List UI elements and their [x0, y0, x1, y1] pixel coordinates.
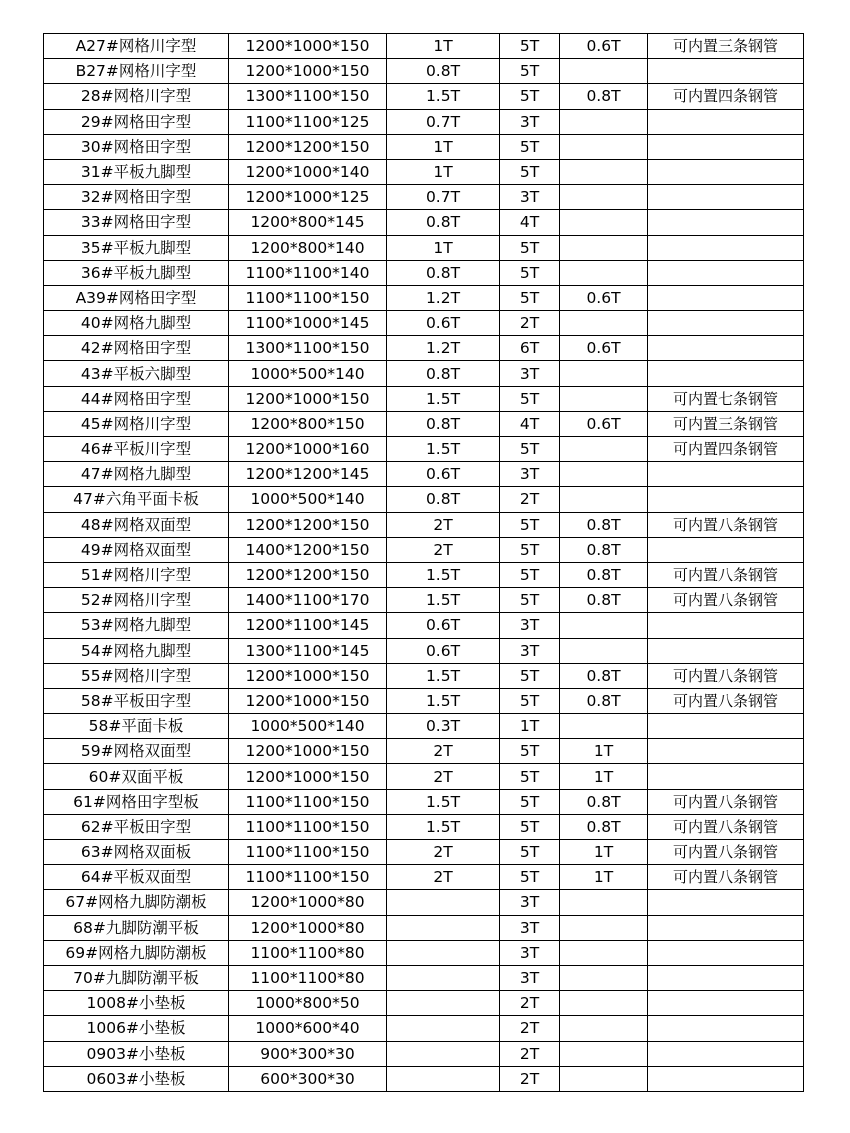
table-row	[44, 109, 804, 134]
rack-load-cell	[560, 185, 648, 210]
size-cell: 1100*1100*150	[229, 285, 387, 310]
static-load-cell: 5T	[500, 663, 560, 688]
model-cell: 55#网格川字型	[44, 663, 229, 688]
model-cell: 62#平板田字型	[44, 814, 229, 839]
model-cell: 0603#小垫板	[44, 1066, 229, 1091]
static-load-cell: 5T	[500, 840, 560, 865]
size-cell: 1200*1100*145	[229, 613, 387, 638]
table-row	[44, 386, 804, 411]
static-load-cell: 3T	[500, 185, 560, 210]
table-row	[44, 588, 804, 613]
rack-load-cell	[560, 134, 648, 159]
table-row	[44, 965, 804, 990]
pallet-spec-table	[43, 33, 804, 1092]
model-cell: 59#网格双面型	[44, 739, 229, 764]
size-cell: 1200*1200*150	[229, 134, 387, 159]
size-cell: 1200*1000*150	[229, 386, 387, 411]
size-cell: 1200*1000*150	[229, 739, 387, 764]
rack-load-cell	[560, 235, 648, 260]
size-cell: 1100*1100*125	[229, 109, 387, 134]
static-load-cell: 3T	[500, 361, 560, 386]
table-row	[44, 487, 804, 512]
size-cell: 1100*1100*80	[229, 940, 387, 965]
size-cell: 1100*1100*140	[229, 260, 387, 285]
static-load-cell: 5T	[500, 688, 560, 713]
static-load-cell: 5T	[500, 437, 560, 462]
rack-load-cell	[560, 361, 648, 386]
size-cell: 1200*1000*160	[229, 437, 387, 462]
model-cell: A39#网格田字型	[44, 285, 229, 310]
rack-load-cell: 0.8T	[560, 789, 648, 814]
size-cell: 1100*1100*150	[229, 789, 387, 814]
dynamic-load-cell: 2T	[387, 739, 500, 764]
table-row	[44, 814, 804, 839]
model-cell: 51#网格川字型	[44, 562, 229, 587]
table-row	[44, 285, 804, 310]
rack-load-cell: 0.6T	[560, 34, 648, 59]
note-cell: 可内置三条钢管	[648, 411, 804, 436]
note-cell: 可内置四条钢管	[648, 84, 804, 109]
dynamic-load-cell: 1.2T	[387, 285, 500, 310]
rack-load-cell	[560, 386, 648, 411]
model-cell: 45#网格川字型	[44, 411, 229, 436]
static-load-cell: 4T	[500, 411, 560, 436]
table-row	[44, 159, 804, 184]
model-cell: 47#六角平面卡板	[44, 487, 229, 512]
note-cell	[648, 285, 804, 310]
note-cell: 可内置八条钢管	[648, 512, 804, 537]
static-load-cell: 5T	[500, 134, 560, 159]
note-cell	[648, 311, 804, 336]
static-load-cell: 5T	[500, 260, 560, 285]
note-cell: 可内置七条钢管	[648, 386, 804, 411]
rack-load-cell: 0.8T	[560, 663, 648, 688]
rack-load-cell: 0.8T	[560, 562, 648, 587]
model-cell: 33#网格田字型	[44, 210, 229, 235]
note-cell: 可内置八条钢管	[648, 688, 804, 713]
model-cell: 61#网格田字型板	[44, 789, 229, 814]
static-load-cell: 3T	[500, 890, 560, 915]
model-cell: 63#网格双面板	[44, 840, 229, 865]
static-load-cell: 5T	[500, 512, 560, 537]
dynamic-load-cell: 2T	[387, 865, 500, 890]
static-load-cell: 5T	[500, 386, 560, 411]
static-load-cell: 5T	[500, 235, 560, 260]
rack-load-cell: 1T	[560, 865, 648, 890]
size-cell: 1200*1000*150	[229, 764, 387, 789]
model-cell: 70#九脚防潮平板	[44, 965, 229, 990]
dynamic-load-cell: 1.5T	[387, 814, 500, 839]
table-row	[44, 411, 804, 436]
table-row	[44, 336, 804, 361]
table-row	[44, 1016, 804, 1041]
dynamic-load-cell: 0.6T	[387, 311, 500, 336]
model-cell: 42#网格田字型	[44, 336, 229, 361]
note-cell	[648, 764, 804, 789]
rack-load-cell	[560, 437, 648, 462]
note-cell	[648, 537, 804, 562]
table-row	[44, 361, 804, 386]
dynamic-load-cell: 1T	[387, 34, 500, 59]
model-cell: 36#平板九脚型	[44, 260, 229, 285]
model-cell: 29#网格田字型	[44, 109, 229, 134]
size-cell: 1200*800*150	[229, 411, 387, 436]
note-cell: 可内置四条钢管	[648, 437, 804, 462]
rack-load-cell	[560, 462, 648, 487]
static-load-cell: 2T	[500, 1041, 560, 1066]
rack-load-cell	[560, 940, 648, 965]
size-cell: 1100*1100*80	[229, 965, 387, 990]
note-cell	[648, 134, 804, 159]
table-row	[44, 940, 804, 965]
dynamic-load-cell: 0.8T	[387, 411, 500, 436]
table-row	[44, 59, 804, 84]
model-cell: 67#网格九脚防潮板	[44, 890, 229, 915]
model-cell: 35#平板九脚型	[44, 235, 229, 260]
table-row	[44, 1066, 804, 1091]
size-cell: 1300*1100*145	[229, 638, 387, 663]
note-cell: 可内置八条钢管	[648, 814, 804, 839]
static-load-cell: 4T	[500, 210, 560, 235]
dynamic-load-cell: 0.6T	[387, 613, 500, 638]
size-cell: 1200*800*145	[229, 210, 387, 235]
note-cell	[648, 890, 804, 915]
dynamic-load-cell	[387, 915, 500, 940]
static-load-cell: 3T	[500, 915, 560, 940]
table-row	[44, 663, 804, 688]
note-cell: 可内置八条钢管	[648, 663, 804, 688]
note-cell	[648, 1041, 804, 1066]
model-cell: 28#网格川字型	[44, 84, 229, 109]
rack-load-cell	[560, 260, 648, 285]
table-row	[44, 789, 804, 814]
table-row	[44, 512, 804, 537]
dynamic-load-cell: 0.7T	[387, 109, 500, 134]
dynamic-load-cell: 1T	[387, 159, 500, 184]
static-load-cell: 3T	[500, 613, 560, 638]
note-cell: 可内置八条钢管	[648, 789, 804, 814]
static-load-cell: 3T	[500, 109, 560, 134]
static-load-cell: 5T	[500, 285, 560, 310]
size-cell: 1100*1100*150	[229, 865, 387, 890]
rack-load-cell: 0.8T	[560, 512, 648, 537]
model-cell: 1006#小垫板	[44, 1016, 229, 1041]
size-cell: 1200*1000*150	[229, 59, 387, 84]
dynamic-load-cell	[387, 965, 500, 990]
rack-load-cell	[560, 613, 648, 638]
dynamic-load-cell: 1T	[387, 235, 500, 260]
dynamic-load-cell: 0.8T	[387, 210, 500, 235]
size-cell: 1400*1100*170	[229, 588, 387, 613]
table-row	[44, 185, 804, 210]
note-cell: 可内置八条钢管	[648, 840, 804, 865]
rack-load-cell: 1T	[560, 739, 648, 764]
model-cell: 43#平板六脚型	[44, 361, 229, 386]
static-load-cell: 5T	[500, 159, 560, 184]
rack-load-cell	[560, 991, 648, 1016]
dynamic-load-cell: 1.5T	[387, 84, 500, 109]
model-cell: 44#网格田字型	[44, 386, 229, 411]
size-cell: 900*300*30	[229, 1041, 387, 1066]
model-cell: B27#网格川字型	[44, 59, 229, 84]
rack-load-cell	[560, 1016, 648, 1041]
model-cell: 58#平面卡板	[44, 714, 229, 739]
rack-load-cell	[560, 159, 648, 184]
note-cell	[648, 462, 804, 487]
table-row	[44, 134, 804, 159]
size-cell: 1400*1200*150	[229, 537, 387, 562]
static-load-cell: 5T	[500, 34, 560, 59]
table-row	[44, 638, 804, 663]
model-cell: 47#网格九脚型	[44, 462, 229, 487]
dynamic-load-cell: 1.5T	[387, 688, 500, 713]
static-load-cell: 5T	[500, 814, 560, 839]
table-row	[44, 462, 804, 487]
size-cell: 1300*1100*150	[229, 336, 387, 361]
size-cell: 1300*1100*150	[229, 84, 387, 109]
note-cell	[648, 739, 804, 764]
static-load-cell: 2T	[500, 991, 560, 1016]
dynamic-load-cell: 0.6T	[387, 462, 500, 487]
table-row	[44, 890, 804, 915]
table-row	[44, 991, 804, 1016]
model-cell: 53#网格九脚型	[44, 613, 229, 638]
rack-load-cell: 0.6T	[560, 336, 648, 361]
table-row	[44, 260, 804, 285]
table-row	[44, 915, 804, 940]
note-cell	[648, 1066, 804, 1091]
size-cell: 1200*1000*140	[229, 159, 387, 184]
dynamic-load-cell	[387, 991, 500, 1016]
rack-load-cell: 0.8T	[560, 537, 648, 562]
note-cell	[648, 235, 804, 260]
table-row	[44, 688, 804, 713]
size-cell: 600*300*30	[229, 1066, 387, 1091]
dynamic-load-cell	[387, 1066, 500, 1091]
note-cell	[648, 109, 804, 134]
table-body	[44, 34, 804, 1092]
note-cell: 可内置八条钢管	[648, 588, 804, 613]
model-cell: 40#网格九脚型	[44, 311, 229, 336]
dynamic-load-cell	[387, 1041, 500, 1066]
dynamic-load-cell: 1T	[387, 134, 500, 159]
note-cell	[648, 260, 804, 285]
dynamic-load-cell	[387, 890, 500, 915]
note-cell	[648, 991, 804, 1016]
size-cell: 1200*800*140	[229, 235, 387, 260]
model-cell: 30#网格田字型	[44, 134, 229, 159]
table-row	[44, 613, 804, 638]
rack-load-cell: 1T	[560, 840, 648, 865]
static-load-cell: 5T	[500, 739, 560, 764]
dynamic-load-cell: 0.7T	[387, 185, 500, 210]
static-load-cell: 2T	[500, 311, 560, 336]
note-cell: 可内置三条钢管	[648, 34, 804, 59]
note-cell	[648, 361, 804, 386]
size-cell: 1000*800*50	[229, 991, 387, 1016]
size-cell: 1200*1000*150	[229, 688, 387, 713]
table-row	[44, 1041, 804, 1066]
size-cell: 1100*1100*150	[229, 840, 387, 865]
rack-load-cell	[560, 638, 648, 663]
dynamic-load-cell	[387, 1016, 500, 1041]
static-load-cell: 5T	[500, 865, 560, 890]
table-row	[44, 764, 804, 789]
rack-load-cell	[560, 109, 648, 134]
rack-load-cell: 0.8T	[560, 84, 648, 109]
dynamic-load-cell: 1.5T	[387, 386, 500, 411]
rack-load-cell	[560, 1066, 648, 1091]
model-cell: 69#网格九脚防潮板	[44, 940, 229, 965]
static-load-cell: 3T	[500, 940, 560, 965]
static-load-cell: 2T	[500, 487, 560, 512]
model-cell: 68#九脚防潮平板	[44, 915, 229, 940]
static-load-cell: 5T	[500, 59, 560, 84]
note-cell	[648, 1016, 804, 1041]
table-row	[44, 235, 804, 260]
static-load-cell: 5T	[500, 562, 560, 587]
note-cell	[648, 336, 804, 361]
rack-load-cell	[560, 1041, 648, 1066]
dynamic-load-cell: 1.5T	[387, 789, 500, 814]
rack-load-cell	[560, 311, 648, 336]
note-cell	[648, 714, 804, 739]
size-cell: 1200*1000*80	[229, 915, 387, 940]
size-cell: 1200*1000*150	[229, 663, 387, 688]
model-cell: 64#平板双面型	[44, 865, 229, 890]
table-row	[44, 311, 804, 336]
static-load-cell: 6T	[500, 336, 560, 361]
model-cell: 60#双面平板	[44, 764, 229, 789]
static-load-cell: 2T	[500, 1016, 560, 1041]
model-cell: A27#网格川字型	[44, 34, 229, 59]
static-load-cell: 5T	[500, 84, 560, 109]
dynamic-load-cell: 2T	[387, 840, 500, 865]
model-cell: 46#平板川字型	[44, 437, 229, 462]
note-cell	[648, 159, 804, 184]
static-load-cell: 5T	[500, 537, 560, 562]
size-cell: 1200*1000*125	[229, 185, 387, 210]
size-cell: 1200*1200*150	[229, 562, 387, 587]
size-cell: 1100*1000*145	[229, 311, 387, 336]
rack-load-cell	[560, 210, 648, 235]
model-cell: 49#网格双面型	[44, 537, 229, 562]
model-cell: 58#平板田字型	[44, 688, 229, 713]
static-load-cell: 5T	[500, 789, 560, 814]
rack-load-cell	[560, 965, 648, 990]
static-load-cell: 3T	[500, 965, 560, 990]
note-cell	[648, 210, 804, 235]
table-row	[44, 840, 804, 865]
rack-load-cell	[560, 714, 648, 739]
note-cell: 可内置八条钢管	[648, 865, 804, 890]
dynamic-load-cell: 2T	[387, 537, 500, 562]
model-cell: 31#平板九脚型	[44, 159, 229, 184]
note-cell	[648, 965, 804, 990]
static-load-cell: 3T	[500, 462, 560, 487]
note-cell	[648, 613, 804, 638]
table-row	[44, 210, 804, 235]
note-cell	[648, 638, 804, 663]
size-cell: 1200*1200*145	[229, 462, 387, 487]
note-cell	[648, 915, 804, 940]
table-row	[44, 34, 804, 59]
note-cell	[648, 185, 804, 210]
model-cell: 54#网格九脚型	[44, 638, 229, 663]
table-row	[44, 437, 804, 462]
rack-load-cell: 0.8T	[560, 588, 648, 613]
size-cell: 1200*1200*150	[229, 512, 387, 537]
note-cell	[648, 940, 804, 965]
note-cell	[648, 487, 804, 512]
static-load-cell: 3T	[500, 638, 560, 663]
dynamic-load-cell: 1.5T	[387, 663, 500, 688]
dynamic-load-cell: 1.5T	[387, 562, 500, 587]
table-row	[44, 562, 804, 587]
rack-load-cell: 0.6T	[560, 411, 648, 436]
size-cell: 1100*1100*150	[229, 814, 387, 839]
note-cell: 可内置八条钢管	[648, 562, 804, 587]
table-row	[44, 865, 804, 890]
static-load-cell: 1T	[500, 714, 560, 739]
dynamic-load-cell: 0.3T	[387, 714, 500, 739]
size-cell: 1000*500*140	[229, 487, 387, 512]
size-cell: 1000*500*140	[229, 361, 387, 386]
table-row	[44, 537, 804, 562]
dynamic-load-cell: 0.8T	[387, 260, 500, 285]
rack-load-cell	[560, 487, 648, 512]
dynamic-load-cell: 1.2T	[387, 336, 500, 361]
rack-load-cell: 0.8T	[560, 688, 648, 713]
static-load-cell: 2T	[500, 1066, 560, 1091]
rack-load-cell: 0.8T	[560, 814, 648, 839]
static-load-cell: 5T	[500, 588, 560, 613]
rack-load-cell	[560, 890, 648, 915]
static-load-cell: 5T	[500, 764, 560, 789]
dynamic-load-cell	[387, 940, 500, 965]
size-cell: 1000*600*40	[229, 1016, 387, 1041]
rack-load-cell	[560, 915, 648, 940]
model-cell: 52#网格川字型	[44, 588, 229, 613]
dynamic-load-cell: 0.6T	[387, 638, 500, 663]
dynamic-load-cell: 2T	[387, 764, 500, 789]
table-row	[44, 714, 804, 739]
model-cell: 48#网格双面型	[44, 512, 229, 537]
dynamic-load-cell: 0.8T	[387, 487, 500, 512]
table-row	[44, 739, 804, 764]
rack-load-cell: 1T	[560, 764, 648, 789]
rack-load-cell: 0.6T	[560, 285, 648, 310]
dynamic-load-cell: 0.8T	[387, 59, 500, 84]
dynamic-load-cell: 0.8T	[387, 361, 500, 386]
model-cell: 0903#小垫板	[44, 1041, 229, 1066]
size-cell: 1200*1000*80	[229, 890, 387, 915]
dynamic-load-cell: 1.5T	[387, 588, 500, 613]
rack-load-cell	[560, 59, 648, 84]
note-cell	[648, 59, 804, 84]
table-row	[44, 84, 804, 109]
model-cell: 32#网格田字型	[44, 185, 229, 210]
size-cell: 1200*1000*150	[229, 34, 387, 59]
model-cell: 1008#小垫板	[44, 991, 229, 1016]
size-cell: 1000*500*140	[229, 714, 387, 739]
dynamic-load-cell: 2T	[387, 512, 500, 537]
dynamic-load-cell: 1.5T	[387, 437, 500, 462]
